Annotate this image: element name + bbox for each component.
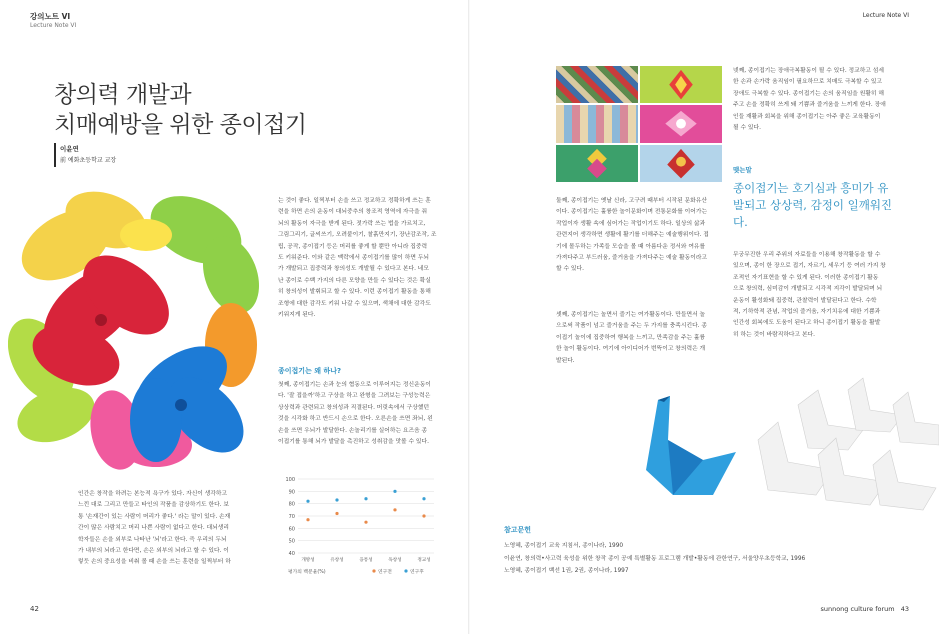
origami-photo — [640, 105, 722, 142]
magazine-name: sunnong culture forum — [820, 605, 895, 613]
text-line: 조적인 자기표현을 할 수 있게 된다. 이러한 종이접기 활동 — [733, 274, 879, 281]
header-series: 강의노트 VI — [30, 12, 71, 21]
text-line: 는 것이 좋다. 일찍부터 손을 쓰고 정교하고 정확하게 쓰는 훈 — [278, 198, 431, 204]
text-line: 립, 공작, 종이접기 등은 머리를 좋게 할 뿐만 아니라 집중력 — [278, 243, 428, 250]
text-line: 가 내부의 뇌라고 한다면, 손은 외부의 뇌라고 할 수 있다. 이 — [78, 548, 229, 555]
legend-label: 연구전 — [378, 570, 392, 575]
text-line: 렇듯 손의 중요성을 비춰 볼 때 손을 쓰는 훈련을 일찍부터 하 — [78, 559, 231, 566]
text-line: 이접기 놀이에 집중하여 행복을 느끼고, 만족감을 주는 훌륭 — [556, 334, 706, 341]
text-line: 통 '손재간이 있는 사람이 머리가 좋다.' 라는 말이 있다. 손재 — [78, 513, 231, 520]
title-line-2: 치매예방을 위한 종이접기 — [54, 112, 307, 138]
author-bar — [54, 143, 56, 167]
text-line: 둘째, 종이접기는 옛날 신라, 고구려 때부터 시작된 문화유산 — [556, 198, 707, 204]
x-tick-label: 융통성 — [359, 558, 373, 563]
text-line: 이접기를 통해 뇌가 발달을 촉진하고 성취감을 맛볼 수 있다. — [278, 439, 429, 446]
y-tick-label: 40 — [288, 551, 295, 557]
header-left — [30, 12, 76, 30]
data-point — [335, 512, 338, 515]
text-line: 한 손과 손가락 움직임이 필요하므로 치매도 극복할 수 있고 — [733, 79, 883, 86]
text-line: 인들 재활과 회복을 위해 종이접기는 아주 좋은 교육활동이 — [733, 113, 881, 120]
x-tick-label: 유창성 — [330, 558, 344, 563]
text-line: 이다. 종이접기는 훌륭한 놀이문화이며 전통문화를 이어가는 — [556, 209, 708, 216]
text-line: 넷째, 종이접기는 장애극복활동이 될 수 있다. 정교하고 섬세 — [733, 68, 884, 74]
text-line: 난 종이로 수백 가지의 다른 모양을 만들 수 있다는 것은 확실 — [278, 277, 431, 284]
origami-kusudama-image — [8, 190, 263, 470]
text-line: 그림그리기, 글씨쓰기, 오려붙이기, 찰흙만지기, 장난감조작, 조 — [278, 232, 437, 239]
column-r2-text — [733, 66, 903, 134]
text-line: 무궁무진한 우리 주위의 자료들을 이용해 창작활동을 할 수 — [733, 252, 881, 258]
text-line: 운동이 활성화돼 집중력, 관찰력이 발달된다고 한다. 수학 — [733, 297, 877, 304]
text-line: 할 수 있다. — [556, 266, 584, 273]
author-affiliation: 前 예화초등학교 교장 — [60, 157, 117, 164]
text-line: 첫째, 종이접기는 손과 눈의 협동으로 이루어지는 정신운동이 — [278, 382, 431, 388]
origami-swans-image — [618, 370, 939, 530]
origami-photo-grid — [556, 66, 722, 182]
text-line: 련을 하면 손의 운동이 대뇌중추의 창조적 영역에 자극을 줘 — [278, 209, 428, 216]
text-line: 손을 쓰면 우뇌가 발달한다. 손놀리기를 실어하는 요즈음 종 — [278, 427, 428, 434]
data-point — [306, 518, 309, 521]
x-tick-label: 개방성 — [301, 558, 315, 563]
origami-photo — [640, 145, 722, 182]
footer-right — [820, 605, 909, 613]
text-line: 인간성 회복에도 도움이 된다고 하니 종이접기 활동을 활발 — [733, 320, 881, 327]
text-line: 셋째, 종이접기는 놀면서 즐기는 여가활동이다. 만들면서 놀 — [556, 312, 706, 318]
text-line: 적, 기하학적 관념, 작업의 즐거움, 자기치유에 대한 기쁨과 — [733, 309, 881, 316]
header-right-series: Lecture Note VI — [862, 12, 909, 19]
text-line: 장애도 극복할 수 있다. 종이접기는 손의 움직임을 원활히 해 — [733, 90, 884, 97]
article-title — [54, 80, 307, 140]
text-line: 가져다주고 부드러움, 즐거움을 가져다주는 예술 활동이라고 — [556, 255, 708, 262]
pull-quote: 종이접기는 호기심과 흥미가 유발되고 상상력, 감정이 일깨워진다. — [733, 181, 893, 229]
header-right — [863, 12, 909, 20]
text-line: 느낀 대로 그리고 만들고 타인의 작품을 감상하기도 한다. 보 — [78, 502, 229, 509]
text-line: 발된다. — [556, 357, 575, 364]
text-line: 것을 시각화 하고 반드시 손으로 한다. 오른손을 쓰면 좌뇌, 왼 — [278, 416, 433, 423]
x-tick-label: 독창성 — [388, 558, 402, 563]
y-tick-label: 60 — [288, 526, 295, 533]
column-mid-text — [278, 196, 448, 321]
text-line: 주고 손을 정확히 쓰게 돼 기쁨과 즐거움을 느끼게 한다. 장애 — [733, 102, 886, 109]
legend-marker — [372, 569, 375, 572]
text-line: 될 수 있다. — [733, 125, 761, 132]
origami-photo — [556, 105, 638, 142]
page-number-left: 42 — [30, 605, 39, 613]
title-line-1: 창의력 개발과 — [54, 82, 192, 108]
x-axis-label: 평가의 백분율(%) — [288, 570, 326, 575]
data-point — [364, 497, 367, 500]
text-line: 으로 창의력, 심미감이 개발되고 시각적 지각이 발달되며 뇌 — [733, 286, 883, 293]
data-point — [306, 500, 309, 503]
references-label: 참고문헌 — [504, 526, 532, 534]
text-line: 인간은 창작을 하려는 본능적 욕구가 있다. 자신이 생각하고 — [78, 491, 228, 497]
y-tick-label: 90 — [288, 489, 295, 496]
data-point — [422, 497, 425, 500]
y-tick-label: 100 — [285, 477, 295, 483]
y-tick-label: 70 — [288, 514, 295, 520]
text-line: 간이 많은 사람치고 머리 나쁜 사람이 없다고 한다. 대뇌생리 — [78, 525, 229, 532]
text-line: 다. '잘 접을까'하고 구상을 하고 완형을 그려보는 구성능력은 — [278, 393, 431, 400]
subhead-why: 종이접기는 왜 하나? — [278, 367, 342, 375]
reference-item: 노영혜, 종이접기 백선 1권, 2권, 종이나라, 1997 — [504, 568, 629, 574]
origami-photo — [556, 145, 638, 182]
reference-item: 이윤연, 창의력•사고력 육성을 위한 창작 종이 공예 특별활동 프로그램 개발•활동에 관한연구, 서울양우초등학교, 1996 — [504, 555, 806, 562]
text-line: 기에 몰두하는 가족들 모습을 볼 때 아름다운 정서와 여유를 — [556, 243, 706, 250]
origami-photo — [640, 66, 722, 103]
y-tick-label: 50 — [288, 538, 295, 545]
legend-marker — [404, 569, 407, 572]
text-line: 조형에 대한 감각도 키워 나갈 수 있으며, 색채에 대한 감각도 — [278, 300, 431, 307]
data-point — [393, 508, 396, 511]
text-line: 히 창의성이 발휘되고 할 수 있다. 이런 종이접기 활동을 통해 — [278, 289, 431, 296]
text-line: 도 키워준다. 이와 같은 맥락에서 종이접기를 많이 하면 두뇌 — [278, 255, 429, 262]
text-line: 한 놀이 활동이다. 여기에 아이디어가 번뜩이고 창의력은 개 — [556, 346, 706, 353]
text-line: 있으며, 종이 한 장으로 접기, 자르기, 세우기 등 여러 가지 창 — [733, 263, 886, 270]
text-line: 가 개발되고 집중력과 창의성도 개발될 수 있다고 본다. 네모 — [278, 266, 429, 273]
text-line: 키워지게 된다. — [278, 312, 316, 319]
author-name: 이윤연 — [60, 145, 79, 153]
text-line: 작업이자 생활 속에 심어가는 작업이기도 하다. 일상의 삶과 — [556, 220, 706, 227]
reference-item: 노영혜, 종이접기 교육 지침서, 종이나라, 1990 — [504, 543, 624, 549]
author-info — [60, 144, 116, 166]
data-point — [364, 521, 367, 524]
references-list — [504, 540, 805, 578]
text-line: 으로써 작품이 넘고 즐거움을 주는 두 가지를 충족시킨다. 종 — [556, 323, 707, 330]
page-spine — [468, 0, 470, 634]
text-line: 학자들은 손을 외부로 나타난 '뇌'라고 한다. 즉 우리의 두뇌 — [78, 536, 227, 543]
column-r2-text-2 — [733, 250, 903, 341]
data-point — [393, 490, 396, 493]
column-mid-text-2 — [278, 380, 448, 448]
text-line: 상상력과 관련되고 창의성과 직결된다. 머릿속에서 구상했던 — [278, 404, 430, 411]
y-tick-label: 80 — [288, 501, 295, 508]
text-line: 뇌의 활동이 자극을 받게 된다. 젓가락 쓰는 법을 가르치고, — [278, 220, 426, 227]
data-point — [422, 514, 425, 517]
text-line: 관련지어 생각하면 생활에 활기를 더해주는 예술행위이다. 접 — [556, 232, 709, 239]
column-r1-text — [556, 196, 722, 276]
column-left-text — [78, 489, 268, 569]
creativity-line-chart — [274, 473, 444, 583]
conclusion-label: 맺는말 — [733, 166, 752, 174]
text-line: 히 하는 것이 바람직하다고 본다. — [733, 331, 816, 338]
legend-label: 연구후 — [410, 570, 424, 575]
origami-photo — [556, 66, 638, 103]
data-point — [335, 498, 338, 501]
column-r1-text-2 — [556, 310, 722, 367]
page-number-right: 43 — [900, 605, 909, 613]
header-series-en: Lecture Note VI — [30, 21, 77, 29]
x-tick-label: 정교성 — [417, 558, 431, 563]
